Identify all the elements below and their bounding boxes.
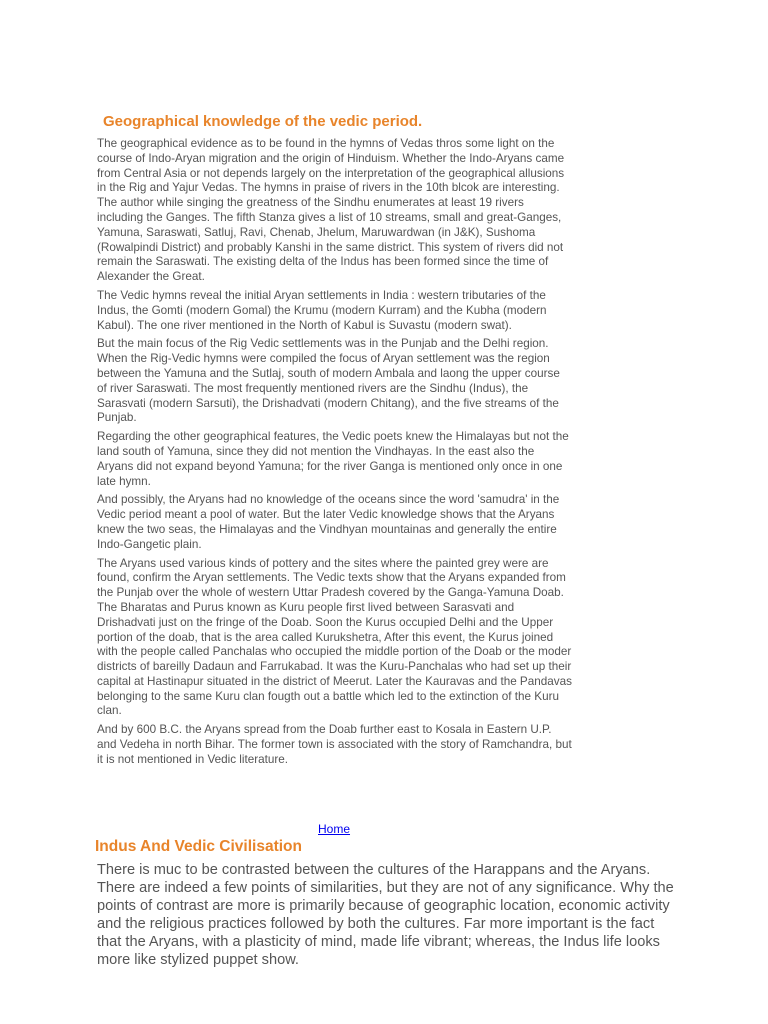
section-title-geographical-knowledge: Geographical knowledge of the vedic period. — [103, 113, 423, 130]
article-body — [97, 137, 572, 772]
section-title-indus-vedic-civilisation: Indus And Vedic Civilisation — [95, 838, 302, 855]
paragraph: The Vedic hymns reveal the initial Aryan settlements in India : western tributaries of the Indus, the Gomti (modern Gomal) the Krumu (modern Kurram) and the Kubha (modern Kabul). The one river mentioned in the North of Kabul is Suvastu (modern swat). — [97, 288, 547, 332]
paragraph: The geographical evidence as to be found in the hymns of Vedas thros some light on the course of Indo-Aryan migration and the origin of Hinduism. Whether the Indo-Aryans came from Central Asia or not depends largely on the interpretation of the geographical allusions in the Rig and Yajur Vedas. The hymns in praise of rivers in the 10th blcok are interesting. The author while singing the greatness of the Sindhu enumerates at least 19 rivers including the Ganges. The fifth Stanza gives a list of 10 streams, small and great-Ganges, Yamuna, Saraswati, Satluj, Ravi, Chenab, Jhelum, Maruwardwan (in J&K), Sushoma (Rowalpindi District) and probably Kanshi in the same district. This system of rivers did not remain the Saraswati. The existing delta of the Indus has been formed since the time of Alexander the Great. — [97, 137, 565, 284]
paragraph: And by 600 B.C. the Aryans spread from the Doab further east to Kosala in Eastern U.P. and Vedeha in north Bihar. The former town is associated with the story of Ramchandra, but it is not mentioned in Vedic literature. — [97, 723, 572, 766]
paragraph: There is muc to be contrasted between the cultures of the Harappans and the Aryans. There are indeed a few points of similarities, but they are not of any significance. Why the points of contrast are more is primarily because of geographic location, economic activity and the religious practices followed by both the cultures. Far more important is the fact that the Aryans, with a plasticity of mind, made life vibrant; whereas, the Indus life looks more like stylized puppet show. — [97, 862, 674, 968]
paragraph: And possibly, the Aryans had no knowledge of the oceans since the word 'samudra' in the Vedic period meant a pool of water. But the later Vedic knowledge shows that the Aryans knew the two seas, the Himalayas and the Vindhyan mountainas and generally the entire Indo-Gangetic plain. — [97, 493, 560, 551]
paragraph: Regarding the other geographical features, the Vedic poets knew the Himalayas but not the land south of Yamuna, since they did not mention the Vindhayas. In the east also the Aryans did not expand beyond Yamuna; for the river Ganga is mentioned only once in one late hymn. — [97, 430, 569, 488]
home-link[interactable]: Home — [318, 822, 351, 836]
paragraph: But the main focus of the Rig Vedic settlements was in the Punjab and the Delhi region. When the Rig-Vedic hymns were compiled the focus of Aryan settlement was the region between the Yamuna and the Sutlaj, south of modern Ambala and laong the upper course of river Saraswati. The most frequently mentioned rivers are the Sindhu (Indus), the Sarasvati (modern Sarsuti), the Drishadvati (modern Chitang), and the five streams of the Punjab. — [97, 337, 560, 425]
section2-body — [97, 861, 677, 969]
paragraph: The Aryans used various kinds of pottery and the sites where the painted grey were are found, confirm the Aryan settlements. The Vedic texts show that the Aryans expanded from the Punjab over the whole of western Uttar Pradesh covered by the Ganga-Yamuna Doab. The Bharatas and Purus known as Kuru people first lived between Sarasvati and Drishadvati just on the fringe of the Doab. Soon the Kurus occupied Delhi and the Upper portion of the doab, that is the area called Kurukshetra, After this event, the Kurus joined with the people called Panchalas who occupied the middle portion of the Doab or the moder districts of bareilly Dadaun and Farrukabad. It was the Kuru-Panchalas who had set up their capital at Hastinapur situated in the district of Meerut. Later the Kauravas and the Pandavas belonging to the same Kuru clan fougth out a battle which led to the extinction of the Kuru clan. — [97, 556, 572, 718]
